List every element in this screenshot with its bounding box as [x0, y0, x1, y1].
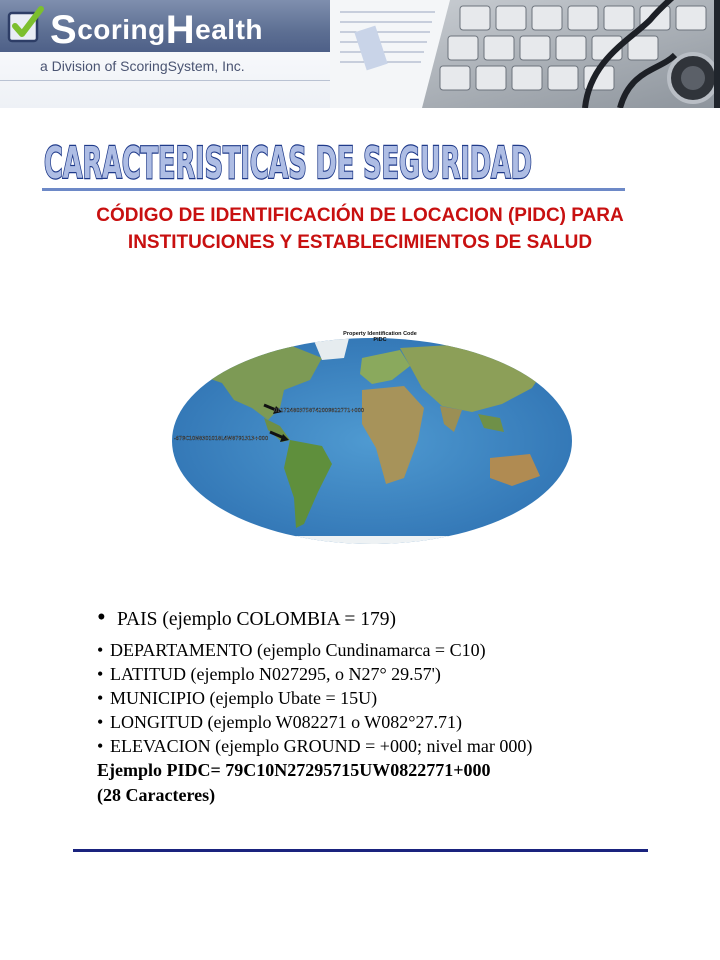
- brand-name: ScoringHealth: [50, 8, 263, 52]
- list-item: • MUNICIPIO (ejemplo Ubate = 15U): [97, 688, 378, 708]
- title-underline: [42, 188, 625, 191]
- world-map-image: [172, 328, 572, 546]
- header-banner: [0, 0, 720, 108]
- pidc-label-north: 011724803758742009822771+000: [274, 408, 365, 414]
- map-caption: Property Identification Code PIDC: [343, 331, 417, 343]
- tagline-divider: [0, 80, 330, 81]
- svg-text:CARACTERISTICAS DE SEGURIDAD: CARACTERISTICAS DE SEGURIDAD: [44, 138, 532, 188]
- list-item: • ELEVACION (ejemplo GROUND = +000; nivel mar 000): [97, 736, 533, 756]
- pidc-example: Ejemplo PIDC= 79C10N27295715UW0822771+000: [97, 760, 491, 780]
- page-title: [40, 128, 540, 188]
- keyboard-stethoscope-photo: [330, 0, 720, 108]
- pidc-components-list: [97, 604, 717, 808]
- checkbox-logo-icon: [7, 5, 45, 45]
- list-item: • LATITUD (ejemplo N027295, o N27° 29.57'): [97, 664, 441, 684]
- list-item: • DEPARTAMENTO (ejemplo Cundinamarca = C10): [97, 640, 486, 660]
- logo-bar: [0, 0, 330, 52]
- list-item: • LONGITUD (ejemplo W082271 o W082°27.71): [97, 712, 462, 732]
- tagline: a Division of ScoringSystem, Inc.: [40, 58, 245, 74]
- bottom-divider: [73, 849, 648, 852]
- list-item: • PAIS (ejemplo COLOMBIA = 179): [97, 604, 396, 631]
- subtitle: CÓDIGO DE IDENTIFICACIÓN DE LOCACION (PIDC) PARA INSTITUCIONES Y ESTABLECIMIENTOS DE SALUD: [96, 205, 624, 253]
- pidc-character-count: (28 Caracteres): [97, 785, 216, 805]
- pidc-label-south: -679C10N8301018L4W8791313+000: [174, 436, 269, 442]
